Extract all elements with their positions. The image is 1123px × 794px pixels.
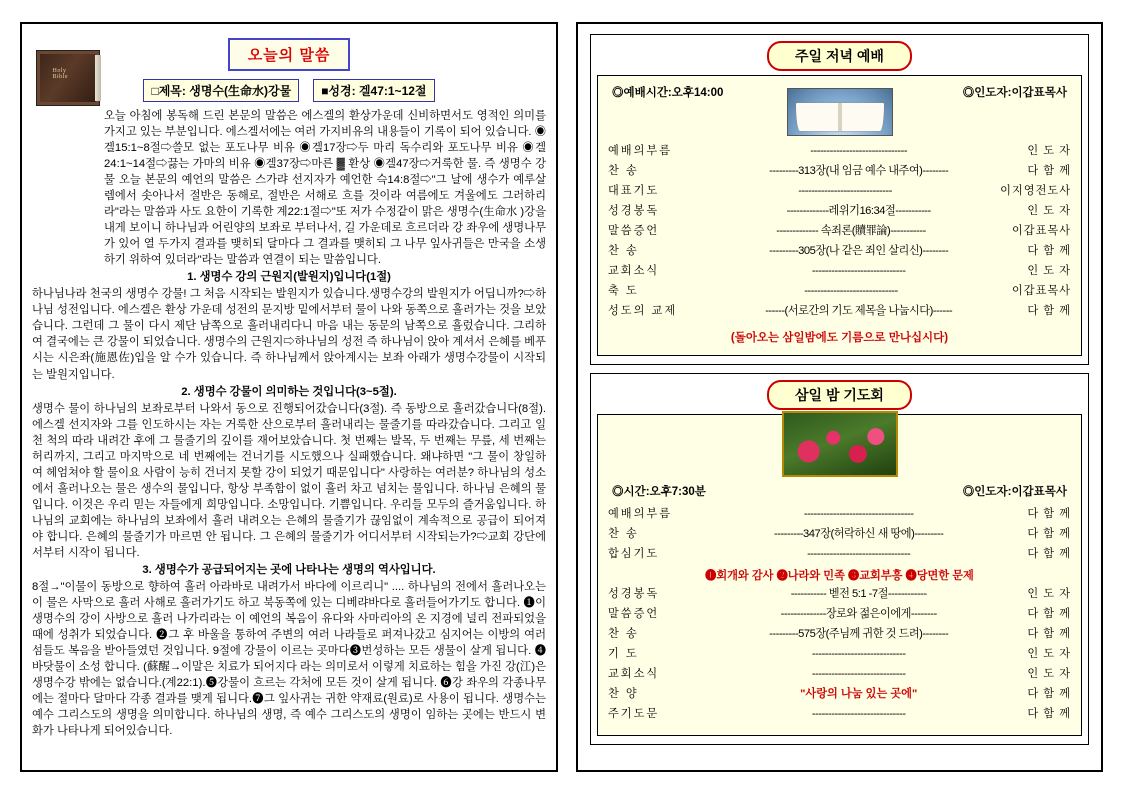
list-item: [608, 182, 1071, 202]
sermon-body: [32, 108, 546, 739]
list-item: [608, 665, 1071, 685]
order-label: 찬 송: [608, 528, 639, 541]
left-title-wrap: [32, 38, 546, 71]
wednesday-service-body: [597, 414, 1082, 735]
order-dots: ------------- 속죄론(贖罪論)-----------: [776, 224, 926, 237]
worship-order-panel: [576, 22, 1103, 772]
sunday-service-title: 주일 저녁 예배: [767, 41, 912, 71]
open-bible-photo: [787, 88, 893, 136]
wednesday-service-title: 삼일 밤 기도회: [767, 380, 912, 410]
order-value: 인 도 자: [1027, 588, 1071, 601]
wednesday-leader-label: ◎인도자:이갑표목사: [962, 486, 1067, 499]
order-label: 찬 송: [608, 628, 639, 641]
list-item: [608, 142, 1071, 162]
order-label: 찬 송: [608, 164, 639, 177]
order-value: 이갑표목사: [1011, 224, 1071, 237]
order-label: 교회소식: [608, 264, 660, 277]
order-value: 인 도 자: [1027, 648, 1071, 661]
order-label: 축 도: [608, 284, 639, 297]
order-dots: -------------레위기16:34절-----------: [786, 204, 931, 217]
list-item: [608, 525, 1071, 545]
order-value: 다 함 께: [1027, 244, 1071, 257]
order-dots: ---------347장(허락하신 새 땅에)---------: [774, 528, 944, 541]
order-label: 합심기도: [608, 548, 660, 561]
sermon-heading-3: 3. 생명수가 공급되어지는 곳에 나타나는 생명의 역사입니다.: [142, 563, 436, 576]
order-value: 인 도 자: [1027, 145, 1071, 157]
order-value: 다 함 께: [1027, 528, 1071, 541]
order-label: 성경봉독: [608, 588, 660, 601]
order-dots: -----------------------------: [804, 284, 898, 297]
order-label: 성경봉독: [608, 204, 660, 217]
subject-scripture-row: [32, 79, 546, 102]
order-value: 다 함 께: [1027, 687, 1071, 700]
order-value: 다 함 께: [1027, 707, 1071, 720]
order-value: 다 함 께: [1027, 628, 1071, 641]
list-item: [608, 222, 1071, 242]
order-value: 다 함 께: [1027, 608, 1071, 621]
praise-song-title: "사랑의 나눔 있는 곳에": [800, 687, 918, 700]
order-dots: ---------313장(내 임금 예수 내주여)--------: [769, 164, 949, 177]
order-dots: ------(서로간의 기도 제목을 나눕시다)------: [765, 304, 953, 317]
order-dots: ---------305장(나 같은 죄인 살리신)--------: [769, 244, 949, 257]
order-label: 대표기도: [608, 184, 660, 197]
sermon-paragraph-2: 하나님나라 천국의 생명수 강물! 그 처음 시작되는 발원지가 있습니다.생명수강의 발원지가 어딥니까?⇨하나님 성전입니다. 에스겔은 환상 가운데 성전의 문지방 밑에서부터 물이 나와 동쪽으로 흘러가는 것을 보았습니다. 그런데 그 물이 다시 제단 남쪽으로 흘러내리다니 마음 내는 동문의 남쪽으로 흘렀습니다. 그리하여 결국에는 큰 강물이 되었습니다. 생명수의 근원지⇨하나님의 성전 즉 하나님이 앉아 계셔서 은혜를 베푸시는 시은좌(施恩佐)입을 알 수가 있습니다. 즉 하나님께서 앉아계시는 보좌 아래가 생명수강물이 시작되는 발원지입니다.: [32, 288, 546, 381]
holy-bible-photo: [36, 50, 100, 106]
order-value: 다 함 께: [1027, 164, 1071, 177]
scripture-badge: ■성경: 겔47:1~12절: [313, 79, 434, 102]
order-dots: -----------------------------: [811, 668, 906, 680]
list-item: [608, 242, 1071, 262]
order-value: 이갑표목사: [1011, 284, 1071, 297]
list-item: [608, 302, 1071, 322]
order-dots: -----------------------------: [811, 648, 906, 661]
sunday-time-label: ◎예배시간:오후14:00: [612, 87, 724, 99]
order-dots: ----------------------------------: [803, 508, 914, 521]
list-item: [608, 262, 1071, 282]
order-label: 성도의 교제: [608, 304, 678, 317]
list-item: [608, 162, 1071, 182]
wednesday-title-wrap: [591, 374, 1088, 414]
order-value: 이지영전도사: [1000, 184, 1071, 197]
sunday-title-wrap: [591, 35, 1088, 75]
order-value: 인 도 자: [1027, 204, 1071, 217]
order-value: 인 도 자: [1027, 668, 1071, 680]
list-item: [608, 585, 1071, 605]
wednesday-meta-row: [608, 483, 1071, 499]
order-dots: -----------------------------: [798, 184, 892, 197]
sunday-service-note: (돌아오는 삼일밤에도 기름으로 만나십시다): [730, 332, 949, 345]
list-item: [608, 545, 1071, 565]
wednesday-prayer-card: [590, 373, 1089, 744]
sunday-service-body: [597, 75, 1082, 356]
wednesday-order-list: [608, 505, 1071, 724]
sermon-paragraph-3: 생명수 물이 하나님의 보좌로부터 나와서 동으로 진행되어갔습니다(3절). 즉 동방으로 흘러갔습니다(8절). 에스겔 선지자와 그를 인도하시는 자는 거룩한 산으로부터 흘러내리는 물줄기를 따라갔습니다. 그리고 일천 척의 따라 내려간 후에 그 물줄기의 깊이를 재어보았습니다. 첫 번째는 발목, 두 번째는 무릎, 세 번째는 허리까지, 그리고 마지막으로 네 번째에는 건너기를 시도했으나 실패했습니다. 왜냐하면 "그 물이 창일하여 헤엄쳐야 할 물이요 사람이 능히 건너지 못할 강이 되었기 때문입니다" 사랑하는 여러분? 하나님의 성소에서 흘러나오는 물은 생수의 물입니다, 항상 부족함이 없이 흘러 차고 넘치는 물입니다. 하나님 은혜의 물입니다. 이것은 우리 믿는 자들에게 희망입니다. 소망입니다. 기쁨입니다. 우리들 모두의 즐거움입니다. 하나님의 교회에는 하나님의 보좌에서 흘러 내려오는 은혜의 물줄기가 끊임없이 계속적으로 공급이 되어져야 합니다. 은혜의 물줄기가 마르면 안 됩니다. 그 은혜의 물줄기가 어디서부터 시작되는가?⇨교회 강단에서부터 시작이 됩니다.: [32, 402, 546, 559]
sermon-heading-1: 1. 생명수 강의 근원지(발원지)입니다(1절): [187, 271, 391, 284]
order-dots: -----------------------------: [811, 264, 906, 277]
sunday-leader-label: ◎인도자:이갑표목사: [962, 87, 1067, 99]
list-item: [608, 605, 1071, 625]
todays-word-panel: [20, 22, 558, 772]
subject-badge: □제목: 생명수(生命水)강물: [143, 79, 299, 102]
order-label: 기 도: [608, 648, 639, 661]
order-dots: ------------------------------: [810, 145, 908, 157]
order-value: 다 함 께: [1027, 304, 1071, 317]
order-dots: ---------575장(주님께 귀한 것 드려)--------: [769, 628, 949, 641]
order-label: 말씀증언: [608, 224, 660, 237]
list-item: [608, 625, 1071, 645]
list-item: [608, 282, 1071, 302]
list-item: [608, 685, 1071, 705]
flowers-photo: [782, 411, 898, 477]
order-label: 교회소식: [608, 668, 660, 680]
order-dots: -----------------------------: [811, 707, 906, 720]
order-value: 다 함 께: [1027, 508, 1071, 521]
order-dots: --------------------------------: [807, 548, 911, 561]
sunday-evening-service-card: [590, 34, 1089, 365]
sermon-paragraph-4: 8절→"이물이 동방으로 향하여 흘러 아라바로 내려가서 바다에 이르리니" .... 하나님의 전에서 흘러나오는 이 물은 사막으로 흘러 사해로 흘러가기도 하고 북동쪽에 있는 디베랴바다로 흘러들어가기도 합니다. ❶이 생명수의 강이 사방으로 흘러 나가리라는 이 예언의 복음이 유다와 사마리아의 온 지경에 널리 전파되었을 때에 성취가 되었습니다. ❷그 후 바울을 통하여 주변의 여러 나라들로 퍼져나갔고 심지어는 이방의 여러 섬들도 복음을 받아들였던 것입니다. 9절에 강물이 이르는 곳마다❸번성하는 모든 생물이 살게 됩니다. ❹바닷물이 소성 합니다. (蘇醒→이말은 치료가 되어지다 라는 의미로서 이렇게 치료하는 힘을 가진 강(江)은 생명수강 밖에는 없습니다.(계22:1).❺강물이 흐르는 각처에 모든 것이 살게 됩니다. ❻강 좌우의 각종나무에는 절마다 달마다 각종 결과를 맺게 됩니다.❼그 잎사귀는 귀한 약재료(원료)로 사용이 됩니다. 생명수는 예수 그리스도의 생명을 의미합니다. 하나님의 생명, 즉 예수 그리스도의 생명이 임하는 곳에는 반드시 변화가 나타나게 되어있습니다.: [32, 580, 546, 738]
order-label: 예배의부름: [608, 508, 673, 521]
wednesday-picture-holder: [608, 411, 1071, 477]
list-item: [608, 505, 1071, 525]
order-label: 예배의부름: [608, 145, 673, 157]
order-dots: ----------- 벧전 5:1 -7절------------: [790, 588, 927, 601]
order-label: 찬 양: [608, 687, 639, 700]
wednesday-time-label: ◎시간:오후7:30분: [612, 486, 706, 499]
sermon-heading-2: 2. 생명수 강물이 의미하는 것입니다(3~5절).: [181, 385, 397, 398]
prayer-topics: ❶회개와 감사 ❷나라와 민족 ❸교회부흥 ❹당면한 문제: [705, 570, 974, 583]
order-label: 말씀증언: [608, 608, 660, 621]
order-value: 다 함 께: [1027, 548, 1071, 561]
order-dots: --------------장로와 젊은이에게--------: [780, 608, 937, 621]
order-label: 찬 송: [608, 244, 639, 257]
list-item: [608, 202, 1071, 222]
sunday-order-list: [608, 142, 1071, 321]
list-item: [608, 645, 1071, 665]
list-item: [608, 705, 1071, 725]
order-label: 주기도문: [608, 707, 660, 720]
order-value: 인 도 자: [1027, 264, 1071, 277]
page-title: 오늘의 말씀: [228, 38, 351, 71]
sermon-paragraph-1: 오늘 아침에 봉독해 드린 본문의 말씀은 에스겔의 환상가운데 신비하면서도 영적인 의미를 가지고 있는 부분입니다. 에스겔서에는 여러 가지비유의 내용들이 기록이 되어 있습니다. ◉겔15:1~8절⇨쓸모 없는 포도나무 비유 ◉겔17장⇨두 마리 독수리와 포도나무 비유 ◉겔24:1~14절⇨끓는 가마의 비유 ◉겔37장⇨마른 ▓ 환상 ◉겔47장⇨거룩한 물. 즉 생명수 강물 오늘 본문의 예언의 말씀은 스가랴 선지자가 예언한 슥14:8절⇨"그 날에 생수가 예루살렘에서 솟아나서 절반은 동해로, 절반은 서해로 흐를 것이라 여름에도 겨울에도 그러하리라"라는 말씀과 사도 요한이 기록한 계22:1절⇨"또 저가 수정같이 맑은 생명수(生命水 )강을 내게 보이니 하나님과 어린양의 보좌로 부터나서, 길 가운데로 흐르더라 강 좌우에 생명나무가 있어 열 두가지 결과를 맺히되 달마다 그 결과를 맺히되 그 나무 잎사귀들은 만국을 소생하기 위하여 있더라"라는 말씀과 연결이 되는 말씀입니다.: [104, 110, 546, 267]
